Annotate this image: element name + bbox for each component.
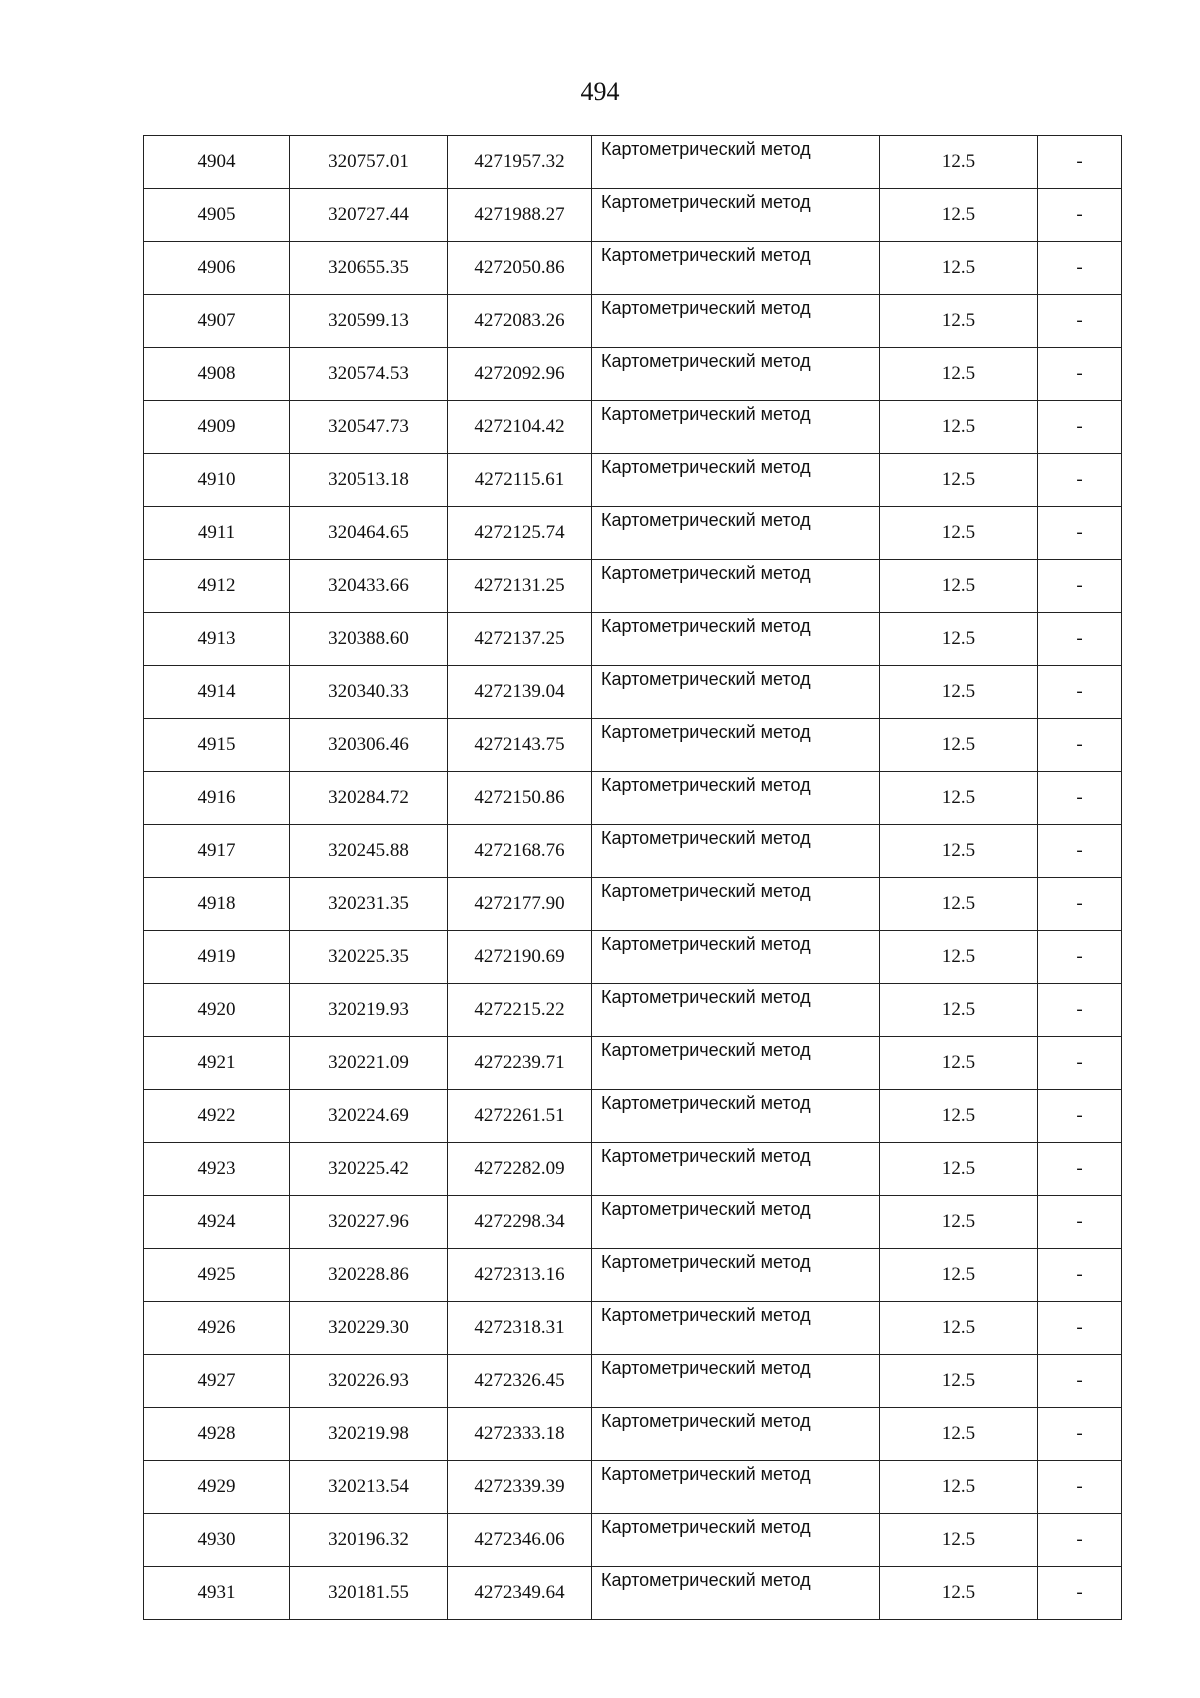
point-number-cell: 4926 xyxy=(144,1302,290,1355)
point-number-cell: 4931 xyxy=(144,1567,290,1620)
y-coordinate-cell: 4272139.04 xyxy=(448,666,592,719)
point-number-cell: 4916 xyxy=(144,772,290,825)
table-row xyxy=(144,613,1122,666)
y-coordinate-cell: 4272168.76 xyxy=(448,825,592,878)
table-row xyxy=(144,189,1122,242)
y-coordinate-cell: 4272125.74 xyxy=(448,507,592,560)
x-coordinate-cell: 320340.33 xyxy=(290,666,448,719)
accuracy-cell: 12.5 xyxy=(880,878,1038,931)
table-row xyxy=(144,242,1122,295)
point-number-cell: 4914 xyxy=(144,666,290,719)
note-cell: - xyxy=(1038,1514,1122,1567)
y-coordinate-cell: 4272318.31 xyxy=(448,1302,592,1355)
x-coordinate-cell: 320225.35 xyxy=(290,931,448,984)
note-cell: - xyxy=(1038,1302,1122,1355)
note-cell: - xyxy=(1038,1249,1122,1302)
accuracy-cell: 12.5 xyxy=(880,136,1038,189)
method-cell: Картометрический метод xyxy=(592,1090,880,1143)
x-coordinate-cell: 320229.30 xyxy=(290,1302,448,1355)
point-number-cell: 4906 xyxy=(144,242,290,295)
table-row xyxy=(144,1461,1122,1514)
method-cell: Картометрический метод xyxy=(592,1249,880,1302)
point-number-cell: 4922 xyxy=(144,1090,290,1143)
accuracy-cell: 12.5 xyxy=(880,1037,1038,1090)
point-number-cell: 4907 xyxy=(144,295,290,348)
y-coordinate-cell: 4272190.69 xyxy=(448,931,592,984)
x-coordinate-cell: 320213.54 xyxy=(290,1461,448,1514)
accuracy-cell: 12.5 xyxy=(880,1302,1038,1355)
x-coordinate-cell: 320228.86 xyxy=(290,1249,448,1302)
x-coordinate-cell: 320221.09 xyxy=(290,1037,448,1090)
accuracy-cell: 12.5 xyxy=(880,1514,1038,1567)
point-number-cell: 4913 xyxy=(144,613,290,666)
point-number-cell: 4921 xyxy=(144,1037,290,1090)
x-coordinate-cell: 320388.60 xyxy=(290,613,448,666)
note-cell: - xyxy=(1038,772,1122,825)
note-cell: - xyxy=(1038,878,1122,931)
accuracy-cell: 12.5 xyxy=(880,1461,1038,1514)
table-row xyxy=(144,1196,1122,1249)
x-coordinate-cell: 320284.72 xyxy=(290,772,448,825)
table-row xyxy=(144,1249,1122,1302)
point-number-cell: 4924 xyxy=(144,1196,290,1249)
table-row xyxy=(144,772,1122,825)
y-coordinate-cell: 4272346.06 xyxy=(448,1514,592,1567)
accuracy-cell: 12.5 xyxy=(880,1567,1038,1620)
y-coordinate-cell: 4272282.09 xyxy=(448,1143,592,1196)
table-row xyxy=(144,1514,1122,1567)
y-coordinate-cell: 4272339.39 xyxy=(448,1461,592,1514)
point-number-cell: 4911 xyxy=(144,507,290,560)
accuracy-cell: 12.5 xyxy=(880,507,1038,560)
note-cell: - xyxy=(1038,1567,1122,1620)
y-coordinate-cell: 4272150.86 xyxy=(448,772,592,825)
method-cell: Картометрический метод xyxy=(592,1302,880,1355)
accuracy-cell: 12.5 xyxy=(880,348,1038,401)
x-coordinate-cell: 320219.93 xyxy=(290,984,448,1037)
note-cell: - xyxy=(1038,984,1122,1037)
table-row xyxy=(144,401,1122,454)
x-coordinate-cell: 320225.42 xyxy=(290,1143,448,1196)
y-coordinate-cell: 4272177.90 xyxy=(448,878,592,931)
method-cell: Картометрический метод xyxy=(592,984,880,1037)
note-cell: - xyxy=(1038,242,1122,295)
accuracy-cell: 12.5 xyxy=(880,1355,1038,1408)
method-cell: Картометрический метод xyxy=(592,1196,880,1249)
method-cell: Картометрический метод xyxy=(592,825,880,878)
note-cell: - xyxy=(1038,1090,1122,1143)
x-coordinate-cell: 320226.93 xyxy=(290,1355,448,1408)
table-row xyxy=(144,1143,1122,1196)
note-cell: - xyxy=(1038,613,1122,666)
accuracy-cell: 12.5 xyxy=(880,454,1038,507)
point-number-cell: 4930 xyxy=(144,1514,290,1567)
note-cell: - xyxy=(1038,560,1122,613)
accuracy-cell: 12.5 xyxy=(880,401,1038,454)
method-cell: Картометрический метод xyxy=(592,1355,880,1408)
y-coordinate-cell: 4272115.61 xyxy=(448,454,592,507)
point-number-cell: 4908 xyxy=(144,348,290,401)
accuracy-cell: 12.5 xyxy=(880,242,1038,295)
table-row xyxy=(144,348,1122,401)
table-row xyxy=(144,1090,1122,1143)
table-row xyxy=(144,1037,1122,1090)
x-coordinate-cell: 320464.65 xyxy=(290,507,448,560)
point-number-cell: 4927 xyxy=(144,1355,290,1408)
accuracy-cell: 12.5 xyxy=(880,295,1038,348)
method-cell: Картометрический метод xyxy=(592,189,880,242)
method-cell: Картометрический метод xyxy=(592,931,880,984)
x-coordinate-cell: 320547.73 xyxy=(290,401,448,454)
y-coordinate-cell: 4272349.64 xyxy=(448,1567,592,1620)
method-cell: Картометрический метод xyxy=(592,295,880,348)
note-cell: - xyxy=(1038,931,1122,984)
table-row xyxy=(144,1355,1122,1408)
x-coordinate-cell: 320227.96 xyxy=(290,1196,448,1249)
page-number: 494 xyxy=(580,77,620,106)
y-coordinate-cell: 4272131.25 xyxy=(448,560,592,613)
point-number-cell: 4917 xyxy=(144,825,290,878)
table-row xyxy=(144,878,1122,931)
method-cell: Картометрический метод xyxy=(592,401,880,454)
y-coordinate-cell: 4271988.27 xyxy=(448,189,592,242)
table-row xyxy=(144,136,1122,189)
method-cell: Картометрический метод xyxy=(592,348,880,401)
table-row xyxy=(144,666,1122,719)
table-row xyxy=(144,1567,1122,1620)
note-cell: - xyxy=(1038,454,1122,507)
x-coordinate-cell: 320306.46 xyxy=(290,719,448,772)
note-cell: - xyxy=(1038,1408,1122,1461)
accuracy-cell: 12.5 xyxy=(880,772,1038,825)
accuracy-cell: 12.5 xyxy=(880,560,1038,613)
x-coordinate-cell: 320757.01 xyxy=(290,136,448,189)
note-cell: - xyxy=(1038,1037,1122,1090)
method-cell: Картометрический метод xyxy=(592,878,880,931)
y-coordinate-cell: 4272326.45 xyxy=(448,1355,592,1408)
note-cell: - xyxy=(1038,136,1122,189)
point-number-cell: 4920 xyxy=(144,984,290,1037)
note-cell: - xyxy=(1038,825,1122,878)
y-coordinate-cell: 4272215.22 xyxy=(448,984,592,1037)
y-coordinate-cell: 4272239.71 xyxy=(448,1037,592,1090)
accuracy-cell: 12.5 xyxy=(880,719,1038,772)
x-coordinate-cell: 320219.98 xyxy=(290,1408,448,1461)
note-cell: - xyxy=(1038,1196,1122,1249)
table-row xyxy=(144,560,1122,613)
x-coordinate-cell: 320433.66 xyxy=(290,560,448,613)
y-coordinate-cell: 4272050.86 xyxy=(448,242,592,295)
accuracy-cell: 12.5 xyxy=(880,825,1038,878)
accuracy-cell: 12.5 xyxy=(880,1143,1038,1196)
y-coordinate-cell: 4272083.26 xyxy=(448,295,592,348)
point-number-cell: 4929 xyxy=(144,1461,290,1514)
method-cell: Картометрический метод xyxy=(592,1514,880,1567)
table-row xyxy=(144,719,1122,772)
method-cell: Картометрический метод xyxy=(592,1143,880,1196)
point-number-cell: 4909 xyxy=(144,401,290,454)
method-cell: Картометрический метод xyxy=(592,242,880,295)
x-coordinate-cell: 320224.69 xyxy=(290,1090,448,1143)
accuracy-cell: 12.5 xyxy=(880,931,1038,984)
point-number-cell: 4905 xyxy=(144,189,290,242)
point-number-cell: 4912 xyxy=(144,560,290,613)
table-row xyxy=(144,984,1122,1037)
method-cell: Картометрический метод xyxy=(592,666,880,719)
note-cell: - xyxy=(1038,666,1122,719)
x-coordinate-cell: 320727.44 xyxy=(290,189,448,242)
note-cell: - xyxy=(1038,295,1122,348)
note-cell: - xyxy=(1038,189,1122,242)
note-cell: - xyxy=(1038,507,1122,560)
point-number-cell: 4904 xyxy=(144,136,290,189)
point-number-cell: 4915 xyxy=(144,719,290,772)
x-coordinate-cell: 320181.55 xyxy=(290,1567,448,1620)
accuracy-cell: 12.5 xyxy=(880,984,1038,1037)
method-cell: Картометрический метод xyxy=(592,560,880,613)
note-cell: - xyxy=(1038,1143,1122,1196)
accuracy-cell: 12.5 xyxy=(880,1408,1038,1461)
coordinates-table xyxy=(143,135,1122,1620)
method-cell: Картометрический метод xyxy=(592,507,880,560)
x-coordinate-cell: 320231.35 xyxy=(290,878,448,931)
method-cell: Картометрический метод xyxy=(592,1037,880,1090)
table-row xyxy=(144,931,1122,984)
y-coordinate-cell: 4272333.18 xyxy=(448,1408,592,1461)
y-coordinate-cell: 4272298.34 xyxy=(448,1196,592,1249)
note-cell: - xyxy=(1038,1355,1122,1408)
coordinates-table-body xyxy=(144,136,1122,1620)
y-coordinate-cell: 4272261.51 xyxy=(448,1090,592,1143)
method-cell: Картометрический метод xyxy=(592,136,880,189)
method-cell: Картометрический метод xyxy=(592,1567,880,1620)
accuracy-cell: 12.5 xyxy=(880,1196,1038,1249)
y-coordinate-cell: 4272104.42 xyxy=(448,401,592,454)
accuracy-cell: 12.5 xyxy=(880,666,1038,719)
x-coordinate-cell: 320245.88 xyxy=(290,825,448,878)
point-number-cell: 4910 xyxy=(144,454,290,507)
table-row xyxy=(144,295,1122,348)
method-cell: Картометрический метод xyxy=(592,772,880,825)
y-coordinate-cell: 4272092.96 xyxy=(448,348,592,401)
table-row xyxy=(144,1408,1122,1461)
point-number-cell: 4919 xyxy=(144,931,290,984)
method-cell: Картометрический метод xyxy=(592,454,880,507)
point-number-cell: 4918 xyxy=(144,878,290,931)
point-number-cell: 4925 xyxy=(144,1249,290,1302)
x-coordinate-cell: 320513.18 xyxy=(290,454,448,507)
y-coordinate-cell: 4272143.75 xyxy=(448,719,592,772)
x-coordinate-cell: 320574.53 xyxy=(290,348,448,401)
accuracy-cell: 12.5 xyxy=(880,613,1038,666)
table-row xyxy=(144,825,1122,878)
point-number-cell: 4923 xyxy=(144,1143,290,1196)
x-coordinate-cell: 320655.35 xyxy=(290,242,448,295)
note-cell: - xyxy=(1038,1461,1122,1514)
note-cell: - xyxy=(1038,719,1122,772)
method-cell: Картометрический метод xyxy=(592,613,880,666)
note-cell: - xyxy=(1038,348,1122,401)
point-number-cell: 4928 xyxy=(144,1408,290,1461)
y-coordinate-cell: 4272137.25 xyxy=(448,613,592,666)
note-cell: - xyxy=(1038,401,1122,454)
method-cell: Картометрический метод xyxy=(592,1461,880,1514)
table-row xyxy=(144,1302,1122,1355)
method-cell: Картометрический метод xyxy=(592,1408,880,1461)
accuracy-cell: 12.5 xyxy=(880,189,1038,242)
y-coordinate-cell: 4272313.16 xyxy=(448,1249,592,1302)
accuracy-cell: 12.5 xyxy=(880,1090,1038,1143)
x-coordinate-cell: 320599.13 xyxy=(290,295,448,348)
x-coordinate-cell: 320196.32 xyxy=(290,1514,448,1567)
y-coordinate-cell: 4271957.32 xyxy=(448,136,592,189)
table-row xyxy=(144,454,1122,507)
method-cell: Картометрический метод xyxy=(592,719,880,772)
table-row xyxy=(144,507,1122,560)
accuracy-cell: 12.5 xyxy=(880,1249,1038,1302)
